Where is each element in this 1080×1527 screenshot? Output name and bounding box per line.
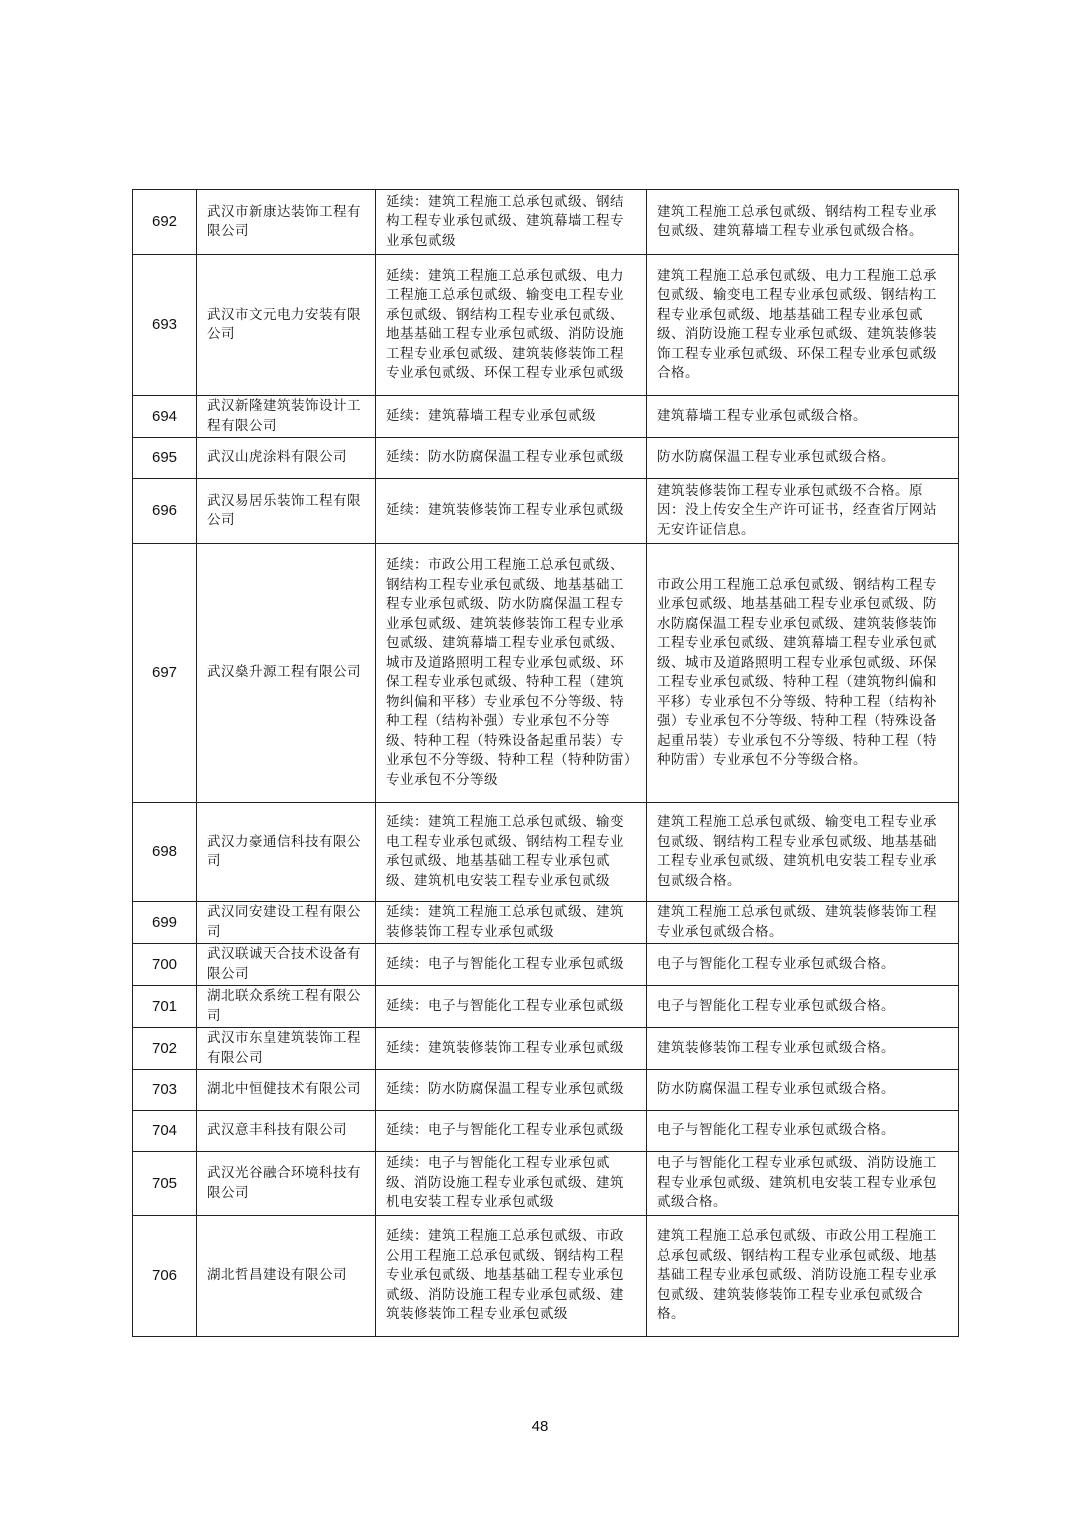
table-row xyxy=(133,190,959,255)
review-result: 电子与智能化工程专业承包贰级、消防设施工程专业承包贰级、建筑机电安装工程专业承包贰级合格。 xyxy=(647,1152,959,1216)
page-number: 48 xyxy=(531,1418,549,1435)
row-number: 706 xyxy=(133,1216,197,1337)
application-items: 延续：建筑装修装饰工程专业承包贰级 xyxy=(376,479,647,544)
review-result: 市政公用工程施工总承包贰级、钢结构工程专业承包贰级、地基基础工程专业承包贰级、防水防腐保温工程专业承包贰级、建筑装修装饰工程专业承包贰级、建筑幕墙工程专业承包贰级、城市及道路照明工程专业承包贰级、环保工程专业承包贰级、特种工程（建筑物纠偏和平移）专业承包不分等级、特种工程（结构补强）专业承包不分等级、特种工程（特殊设备起重吊装）专业承包不分等级、特种工程（特种防雷）专业承包不分等级合格。 xyxy=(647,544,959,803)
application-items: 延续：建筑工程施工总承包贰级、钢结构工程专业承包贰级、建筑幕墙工程专业承包贰级 xyxy=(376,190,647,255)
review-result: 防水防腐保温工程专业承包贰级合格。 xyxy=(647,438,959,479)
table-row xyxy=(133,944,959,986)
review-result: 建筑工程施工总承包贰级、电力工程施工总承包贰级、输变电工程专业承包贰级、钢结构工程专业承包贰级、地基基础工程专业承包贰级、消防设施工程专业承包贰级、建筑装修装饰工程专业承包贰级、环保工程专业承包贰级合格。 xyxy=(647,255,959,396)
table-row xyxy=(133,396,959,438)
company-name: 武汉力豪通信科技有限公司 xyxy=(197,803,376,902)
review-result: 建筑工程施工总承包贰级、建筑装修装饰工程专业承包贰级合格。 xyxy=(647,902,959,944)
row-number: 701 xyxy=(133,986,197,1028)
company-name: 武汉山虎涂料有限公司 xyxy=(197,438,376,479)
table-row xyxy=(133,479,959,544)
review-result: 建筑工程施工总承包贰级、市政公用工程施工总承包贰级、钢结构工程专业承包贰级、地基基础工程专业承包贰级、消防设施工程专业承包贰级、建筑装修装饰工程专业承包贰级合格。 xyxy=(647,1216,959,1337)
qualification-table xyxy=(132,189,959,1337)
table-body xyxy=(133,190,959,1337)
review-result: 防水防腐保温工程专业承包贰级合格。 xyxy=(647,1070,959,1111)
row-number: 700 xyxy=(133,944,197,986)
review-result: 建筑装修装饰工程专业承包贰级合格。 xyxy=(647,1028,959,1070)
application-items: 延续：建筑工程施工总承包贰级、电力工程施工总承包贰级、输变电工程专业承包贰级、钢结构工程专业承包贰级、地基基础工程专业承包贰级、消防设施工程专业承包贰级、建筑装修装饰工程专业承包贰级、环保工程专业承包贰级 xyxy=(376,255,647,396)
review-result: 电子与智能化工程专业承包贰级合格。 xyxy=(647,944,959,986)
row-number: 698 xyxy=(133,803,197,902)
table-row xyxy=(133,1216,959,1337)
application-items: 延续：防水防腐保温工程专业承包贰级 xyxy=(376,438,647,479)
row-number: 697 xyxy=(133,544,197,803)
table-row xyxy=(133,544,959,803)
company-name: 武汉燊升源工程有限公司 xyxy=(197,544,376,803)
company-name: 武汉市新康达装饰工程有限公司 xyxy=(197,190,376,255)
table-row xyxy=(133,1111,959,1152)
table-row xyxy=(133,1152,959,1216)
row-number: 696 xyxy=(133,479,197,544)
company-name: 武汉易居乐装饰工程有限公司 xyxy=(197,479,376,544)
table-row xyxy=(133,902,959,944)
application-items: 延续：建筑工程施工总承包贰级、输变电工程专业承包贰级、钢结构工程专业承包贰级、地基基础工程专业承包贰级、建筑机电安装工程专业承包贰级 xyxy=(376,803,647,902)
review-result: 电子与智能化工程专业承包贰级合格。 xyxy=(647,986,959,1028)
review-result: 建筑幕墙工程专业承包贰级合格。 xyxy=(647,396,959,438)
application-items: 延续：电子与智能化工程专业承包贰级、消防设施工程专业承包贰级、建筑机电安装工程专业承包贰级 xyxy=(376,1152,647,1216)
company-name: 武汉意丰科技有限公司 xyxy=(197,1111,376,1152)
row-number: 704 xyxy=(133,1111,197,1152)
row-number: 705 xyxy=(133,1152,197,1216)
table-row xyxy=(133,986,959,1028)
application-items: 延续：防水防腐保温工程专业承包贰级 xyxy=(376,1070,647,1111)
application-items: 延续：建筑幕墙工程专业承包贰级 xyxy=(376,396,647,438)
row-number: 702 xyxy=(133,1028,197,1070)
table-row xyxy=(133,255,959,396)
table-row xyxy=(133,438,959,479)
row-number: 694 xyxy=(133,396,197,438)
company-name: 武汉新隆建筑装饰设计工程有限公司 xyxy=(197,396,376,438)
review-result: 电子与智能化工程专业承包贰级合格。 xyxy=(647,1111,959,1152)
company-name: 武汉联诚天合技术设备有限公司 xyxy=(197,944,376,986)
review-result: 建筑装修装饰工程专业承包贰级不合格。原因：没上传安全生产许可证书，经查省厅网站无安许证信息。 xyxy=(647,479,959,544)
row-number: 692 xyxy=(133,190,197,255)
application-items: 延续：建筑工程施工总承包贰级、建筑装修装饰工程专业承包贰级 xyxy=(376,902,647,944)
row-number: 699 xyxy=(133,902,197,944)
row-number: 693 xyxy=(133,255,197,396)
row-number: 703 xyxy=(133,1070,197,1111)
review-result: 建筑工程施工总承包贰级、输变电工程专业承包贰级、钢结构工程专业承包贰级、地基基础工程专业承包贰级、建筑机电安装工程专业承包贰级合格。 xyxy=(647,803,959,902)
application-items: 延续：电子与智能化工程专业承包贰级 xyxy=(376,1111,647,1152)
row-number: 695 xyxy=(133,438,197,479)
review-result: 建筑工程施工总承包贰级、钢结构工程专业承包贰级、建筑幕墙工程专业承包贰级合格。 xyxy=(647,190,959,255)
company-name: 武汉市东皇建筑装饰工程有限公司 xyxy=(197,1028,376,1070)
company-name: 武汉同安建设工程有限公司 xyxy=(197,902,376,944)
table-row xyxy=(133,1028,959,1070)
table-row xyxy=(133,1070,959,1111)
company-name: 湖北中恒健技术有限公司 xyxy=(197,1070,376,1111)
application-items: 延续：电子与智能化工程专业承包贰级 xyxy=(376,944,647,986)
application-items: 延续：建筑装修装饰工程专业承包贰级 xyxy=(376,1028,647,1070)
company-name: 湖北哲昌建设有限公司 xyxy=(197,1216,376,1337)
company-name: 武汉市文元电力安装有限公司 xyxy=(197,255,376,396)
application-items: 延续：市政公用工程施工总承包贰级、钢结构工程专业承包贰级、地基基础工程专业承包贰级、防水防腐保温工程专业承包贰级、建筑装修装饰工程专业承包贰级、建筑幕墙工程专业承包贰级、城市及道路照明工程专业承包贰级、环保工程专业承包贰级、特种工程（建筑物纠偏和平移）专业承包不分等级、特种工程（结构补强）专业承包不分等级、特种工程（特殊设备起重吊装）专业承包不分等级、特种工程（特种防雷）专业承包不分等级 xyxy=(376,544,647,803)
company-name: 武汉光谷融合环境科技有限公司 xyxy=(197,1152,376,1216)
application-items: 延续：建筑工程施工总承包贰级、市政公用工程施工总承包贰级、钢结构工程专业承包贰级、地基基础工程专业承包贰级、消防设施工程专业承包贰级、建筑装修装饰工程专业承包贰级 xyxy=(376,1216,647,1337)
table-row xyxy=(133,803,959,902)
application-items: 延续：电子与智能化工程专业承包贰级 xyxy=(376,986,647,1028)
company-name: 湖北联众系统工程有限公司 xyxy=(197,986,376,1028)
